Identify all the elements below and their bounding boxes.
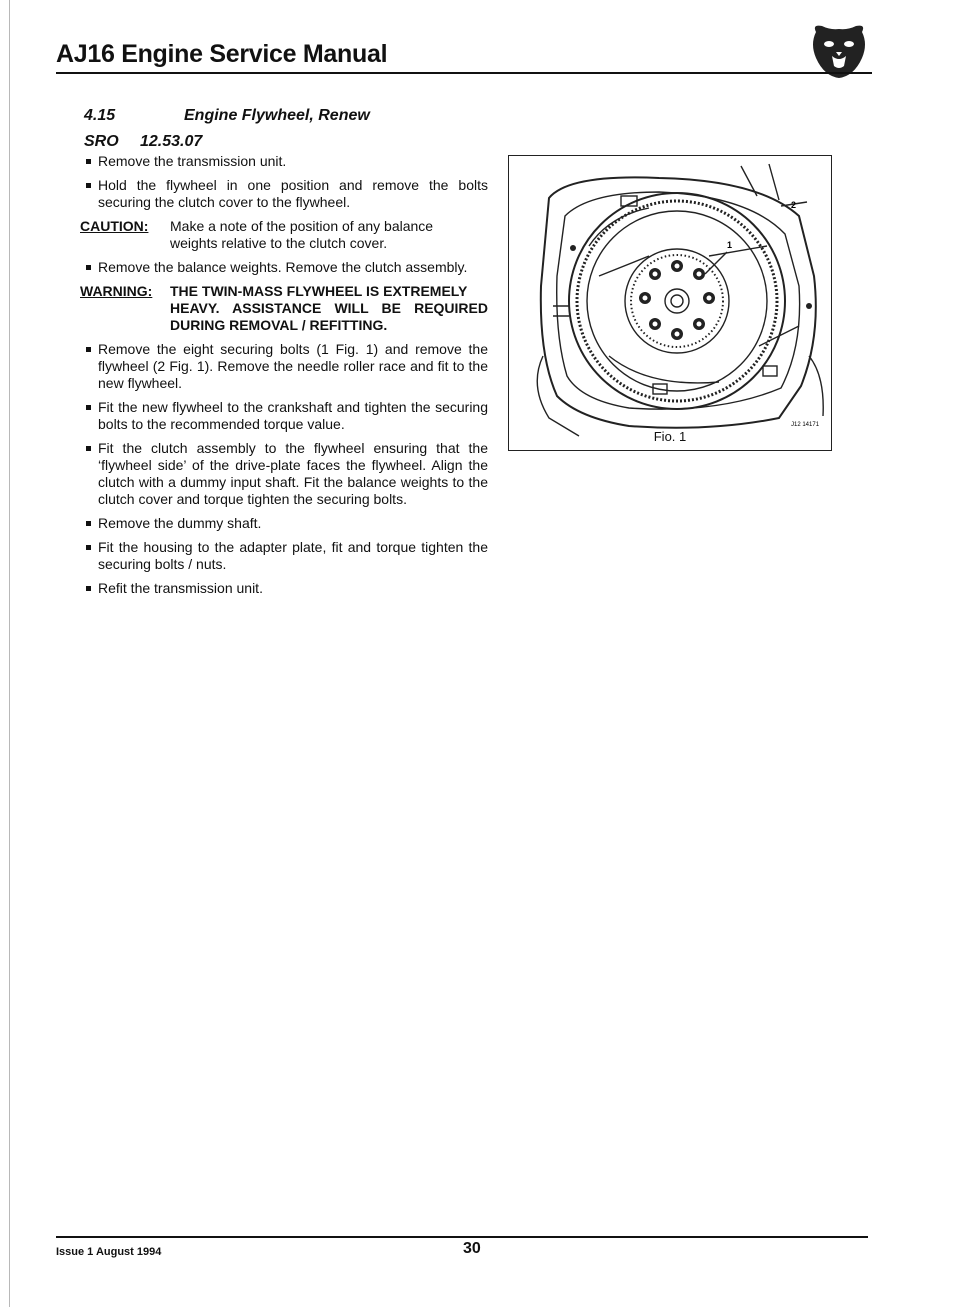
step-remove-transmission: Remove the transmission unit. [80,153,488,170]
step-remove-balance-weights: Remove the balance weights. Remove the clutch assembly. [80,259,488,276]
step-remove-bolts: Remove the eight securing bolts (1 Fig. 1) and remove the flywheel (2 Fig. 1). Remove the needle roller race and fit to the new flywheel. [80,341,488,392]
bullet-icon [86,446,91,451]
warning-note: WARNING: THE TWIN-MASS FLYWHEEL IS EXTREMELY HEAVY. ASSISTANCE WILL BE REQUIRED DURING REMOVAL / REFITTING. [80,283,488,333]
bullet-icon [86,586,91,591]
figure-1 [508,155,832,451]
page-number: 30 [463,1240,481,1257]
bullet-icon [86,521,91,526]
callout-1: 1 [727,240,733,250]
flywheel-illustration-icon [509,156,830,449]
bullet-icon [86,265,91,270]
bullet-icon [86,347,91,352]
sro-label: SRO [84,133,119,150]
sro-code: 12.53.07 [140,133,203,150]
step-fit-housing: Fit the housing to the adapter plate, fit and torque tighten the securing bolts / nuts. [80,539,488,573]
figure-ref-code: J12 14171 [791,422,820,428]
bullet-icon [86,405,91,410]
caution-note: CAUTION: Make a note of the position of any balance weights relative to the clutch cover. [80,218,434,251]
step-fit-flywheel: Fit the new flywheel to the crankshaft and tighten the securing bolts to the recommended torque value. [80,399,488,433]
callout-2: 2 [791,200,797,210]
procedure-text [80,153,488,604]
manual-title: AJ16 Engine Service Manual [56,40,388,68]
sro-line [84,133,202,151]
warning-label: WARNING: [80,283,153,299]
caution-label: CAUTION: [80,218,149,234]
bullet-icon [86,159,91,164]
step-remove-dummy-shaft: Remove the dummy shaft. [80,515,488,532]
step-fit-clutch: Fit the clutch assembly to the flywheel ensuring that the ‘flywheel side’ of the drive-plate faces the flywheel. Align the clutch with a dummy input shaft. Fit the balance weights to the clutch cover and torque tighten the securing bolts. [80,440,488,508]
section-title: Engine Flywheel, Renew [184,107,370,124]
header-rule [56,72,872,74]
page-margin-line [9,0,10,1307]
footer-rule [56,1236,868,1238]
step-refit-transmission: Refit the transmission unit. [80,580,488,597]
section-number: 4.15 [84,107,116,124]
bullet-icon [86,183,91,188]
section-heading [84,107,370,125]
issue-date: Issue 1 August 1994 [56,1246,162,1258]
bullet-icon [86,545,91,550]
step-hold-flywheel: Hold the flywheel in one position and remove the bolts securing the clutch cover to the flywheel. [80,177,488,211]
figure-caption: Fio. 1 [653,429,687,444]
